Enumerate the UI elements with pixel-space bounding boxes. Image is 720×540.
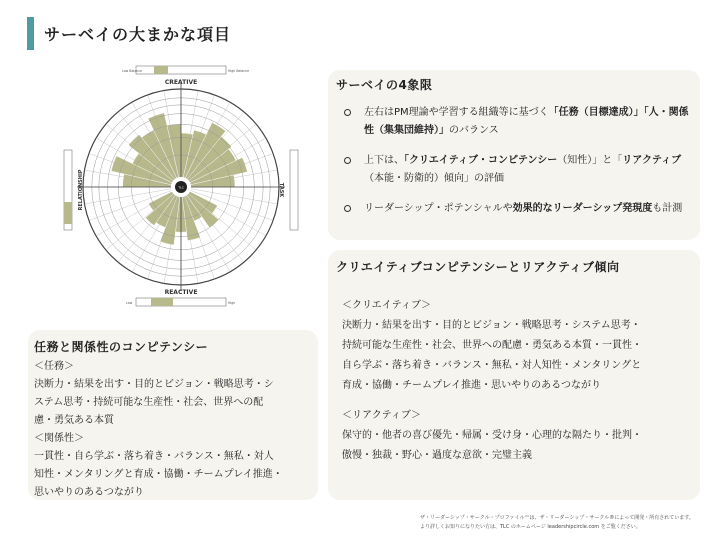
bottom-bar-right-label: High [228, 301, 236, 305]
bullet-circle-icon [344, 109, 351, 116]
list-item: リーダーシップ・ポテンシャルや効果的なリーダーシップ発現度も計測 [340, 200, 690, 218]
creative-reactive-title: クリエイティブコンピテンシーとリアクティブ傾向 [336, 260, 620, 274]
wheel-bottom-label: REACTIVE [164, 289, 198, 296]
reactive-line: 保守的・他者の喜び優先・帰属・受け身・心理的な隔たり・批判・ [342, 430, 642, 441]
wheel-top-label: CREATIVE [164, 79, 198, 86]
bottom-bar-left-label: Low [126, 301, 133, 305]
bullet-circle-icon [344, 157, 351, 164]
task-line: 決断力・結果を出す・目的とビジョン・戦略思考・シ [34, 379, 274, 390]
task-line: ステム思考・持続可能な生産性・社会、世界への配 [34, 397, 264, 408]
footer-note [420, 514, 710, 532]
leadership-circle-wheel [56, 60, 306, 310]
title-accent-bar [27, 17, 34, 50]
creative-heading: ＜クリエイティブ＞ [342, 300, 431, 311]
task-relation-title: 任務と関係性のコンピテンシー [34, 340, 209, 354]
creative-line: 持続可能な生産性・社会、世界への配慮・勇気ある本質・一貫性・ [342, 340, 642, 351]
bullet-circle-icon [344, 205, 351, 212]
quadrants-card [328, 70, 700, 240]
wheel-center-label: TLC [178, 185, 184, 190]
top-bar-right-label: High Balance [228, 69, 250, 73]
list-item: 左右はPM理論や学習する組織等に基づく「任務（目標達成）」「人・関係性（集集団維持）」のバランス [340, 104, 690, 140]
task-heading: ＜任務＞ [34, 361, 74, 372]
quadrants-list [340, 104, 690, 230]
page-title: サーベイの大まかな項目 [44, 25, 232, 44]
creative-line: 決断力・結果を出す・目的とビジョン・戦略思考・システム思考・ [342, 320, 641, 331]
reactive-heading: ＜リアクティブ＞ [342, 410, 421, 421]
quadrants-title: サーベイの4象限 [336, 78, 433, 92]
relation-line: 思いやりのあるつながり [34, 487, 144, 498]
relation-line: 一貫性・自ら学ぶ・落ち着き・バランス・無私・対人 [34, 451, 274, 462]
creative-reactive-card [328, 250, 700, 500]
task-relation-card [28, 330, 318, 500]
footer-line: ザ・リーダーシップ・サークル・プロファイル™は、ザ・リーダーシップ・サークル®によって開発・所有されています。 [420, 515, 694, 521]
relation-heading: ＜関係性＞ [34, 433, 84, 444]
creative-line: 自ら学ぶ・落ち着き・バランス・無私・対人知性・メンタリングと [342, 360, 642, 371]
task-line: 慮・勇気ある本質 [34, 415, 114, 426]
top-balance-fill [154, 66, 168, 74]
wheel-right-label: TASK [278, 182, 284, 198]
creative-line: 育成・協働・チームプレイ推進・思いやりのあるつながり [342, 380, 601, 391]
relation-line: 知性・メンタリングと育成・協働・チームプレイ推進・ [34, 469, 283, 480]
reactive-line: 傲慢・独裁・野心・過度な意欲・完璧主義 [342, 450, 532, 461]
bottom-balance-fill [151, 298, 173, 306]
list-item: 上下は、「クリエイティブ・コンピテンシー（知性）」と「リアクティブ（本能・防衛的）傾向」の評価 [340, 152, 690, 188]
left-balance-fill [64, 202, 72, 224]
wheel-left-label: RELATIONSHIP [78, 169, 84, 211]
footer-line: より詳しくお知りになりたい方は、TLC のホームページ leadershipcircle.com をご覧ください。 [420, 524, 641, 530]
top-bar-left-label: Low Balance [122, 69, 143, 73]
